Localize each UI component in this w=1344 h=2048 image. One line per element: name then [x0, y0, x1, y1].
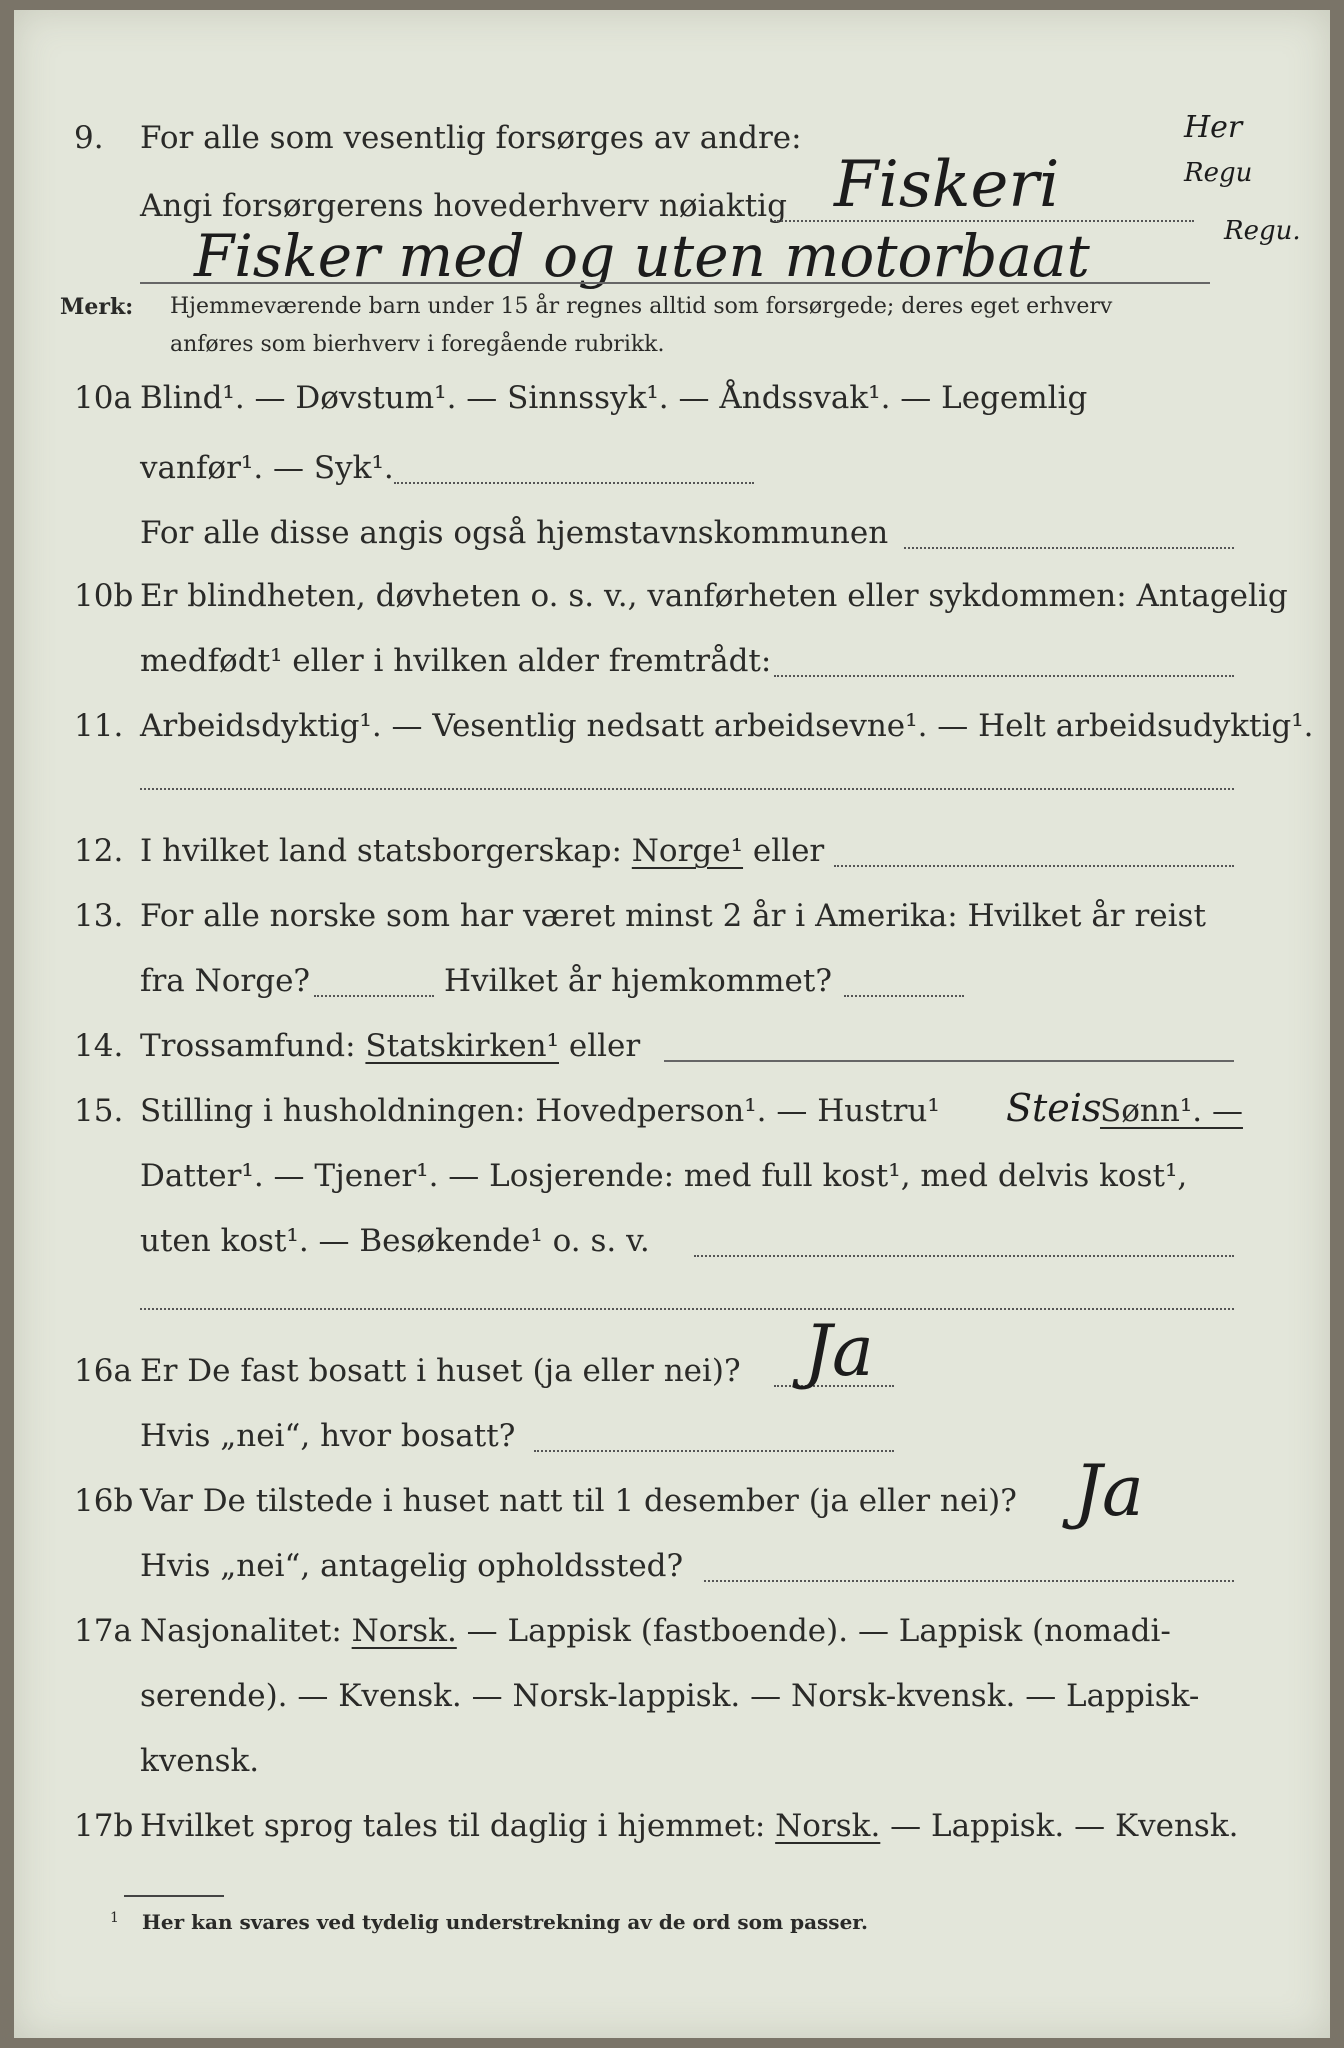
- question-text: Datter¹. — Tjener¹. — Losjerende: med full kost¹, med delvis kost¹,: [140, 1158, 1188, 1194]
- answer-line: [664, 1060, 1234, 1062]
- question-text: Hvilket sprog tales til daglig i hjemmet:: [140, 1808, 766, 1844]
- answer-line: [904, 547, 1234, 549]
- question-text: Hvis „nei“, antagelig opholdssted?: [140, 1548, 684, 1584]
- footnote-divider: [124, 1895, 224, 1897]
- question-text-wrap: [140, 833, 824, 869]
- question-number: 12.: [74, 833, 124, 869]
- handwritten-correction: Steis: [1006, 1086, 1102, 1130]
- footnote-text: Her kan svares ved tydelig understrekning av de ord som passer.: [142, 1910, 868, 1934]
- question-text: — Lappisk. — Kvensk.: [890, 1808, 1239, 1844]
- merk-text: Hjemmeværende barn under 15 år regnes alltid som forsørgede; deres eget erhverv: [170, 294, 1113, 319]
- underlined-option: Norge¹: [631, 833, 744, 869]
- answer-line: [844, 995, 964, 997]
- question-text: fra Norge?: [140, 963, 311, 999]
- question-text: medfødt¹ eller i hvilken alder fremtrådt:: [140, 643, 772, 679]
- question-text: Arbeidsdyktig¹. — Vesentlig nedsatt arbeidsevne¹. — Helt arbeidsudyktig¹.: [140, 708, 1314, 744]
- question-text: serende). — Kvensk. — Norsk-lappisk. — Norsk-kvensk. — Lappisk-: [140, 1678, 1200, 1714]
- margin-note: Regu: [1184, 158, 1253, 188]
- question-text: eller: [568, 1028, 641, 1064]
- question-text: Stilling i husholdningen: Hovedperson¹. — Hustru¹: [140, 1093, 940, 1129]
- answer-line: [774, 675, 1234, 677]
- merk-label: Merk:: [60, 294, 134, 320]
- census-form-page: [14, 10, 1330, 2038]
- question-text: For alle som vesentlig forsørges av andre:: [140, 120, 802, 156]
- underlined-option: Norsk.: [351, 1613, 457, 1649]
- underlined-option: Statskirken¹: [365, 1028, 559, 1064]
- question-text: Er De fast bosatt i huset (ja eller nei)?: [140, 1353, 741, 1389]
- question-number: 17a: [74, 1613, 132, 1649]
- margin-note: Her: [1184, 110, 1243, 145]
- merk-text: anføres som bierhverv i foregående rubrikk.: [170, 332, 665, 357]
- question-text: vanfør¹. — Syk¹.: [140, 450, 394, 486]
- answer-line: [534, 1450, 894, 1452]
- question-text: — Lappisk (fastboende). — Lappisk (nomadi-: [466, 1613, 1171, 1649]
- answer-line: [834, 865, 1234, 867]
- question-text: Nasjonalitet:: [140, 1613, 342, 1649]
- question-text: Blind¹. — Døvstum¹. — Sinnssyk¹. — Åndssvak¹. — Legemlig: [140, 380, 1088, 416]
- answer-line: [140, 788, 1234, 790]
- question-text: kvensk.: [140, 1743, 260, 1779]
- margin-note: Regu.: [1224, 216, 1301, 246]
- question-text: I hvilket land statsborgerskap:: [140, 833, 622, 869]
- question-number: 17b: [74, 1808, 134, 1844]
- question-text: eller: [752, 833, 825, 869]
- question-text: Angi forsørgerens hovederhverv nøiaktig: [140, 188, 787, 224]
- answer-line: [394, 482, 754, 484]
- underlined-option: Norsk.: [775, 1808, 881, 1844]
- question-text-wrap: [140, 1613, 1171, 1649]
- underlined-option: Sønn¹. —: [1100, 1093, 1243, 1129]
- question-number: 15.: [74, 1093, 124, 1129]
- question-number: 9.: [74, 120, 104, 156]
- question-text: For alle disse angis også hjemstavnskommunen: [140, 515, 889, 551]
- answer-line: [314, 995, 434, 997]
- question-text: Er blindheten, døvheten o. s. v., vanførheten eller sykdommen: Antagelig: [140, 578, 1288, 614]
- question-number: 10a: [74, 380, 132, 416]
- question-number: 13.: [74, 898, 124, 934]
- question-number: 16b: [74, 1483, 134, 1519]
- question-text: Var De tilstede i huset natt til 1 desember (ja eller nei)?: [140, 1483, 1017, 1519]
- handwritten-answer: Ja: [1074, 1450, 1144, 1532]
- question-text: Hvilket år hjemkommet?: [444, 963, 832, 999]
- handwritten-answer: Fisker med og uten motorbaat: [194, 222, 1090, 290]
- footnote-mark: 1: [110, 1910, 119, 1926]
- answer-line: [694, 1255, 1234, 1257]
- question-text: For alle norske som har været minst 2 år i Amerika: Hvilket år reist: [140, 898, 1206, 934]
- answer-line: [140, 282, 1210, 284]
- question-number: 14.: [74, 1028, 124, 1064]
- question-number: 16a: [74, 1353, 132, 1389]
- question-text: uten kost¹. — Besøkende¹ o. s. v.: [140, 1223, 650, 1259]
- answer-line: [140, 1308, 1234, 1310]
- question-text: Hvis „nei“, hvor bosatt?: [140, 1418, 516, 1454]
- question-text-wrap: [140, 1808, 1238, 1844]
- question-text-wrap: [140, 1028, 640, 1064]
- answer-line: [704, 1580, 1234, 1582]
- handwritten-answer: Fiskeri: [834, 148, 1060, 222]
- question-number: 10b: [74, 578, 134, 614]
- question-number: 11.: [74, 708, 124, 744]
- handwritten-answer: Ja: [804, 1310, 874, 1392]
- question-text: Trossamfund:: [140, 1028, 356, 1064]
